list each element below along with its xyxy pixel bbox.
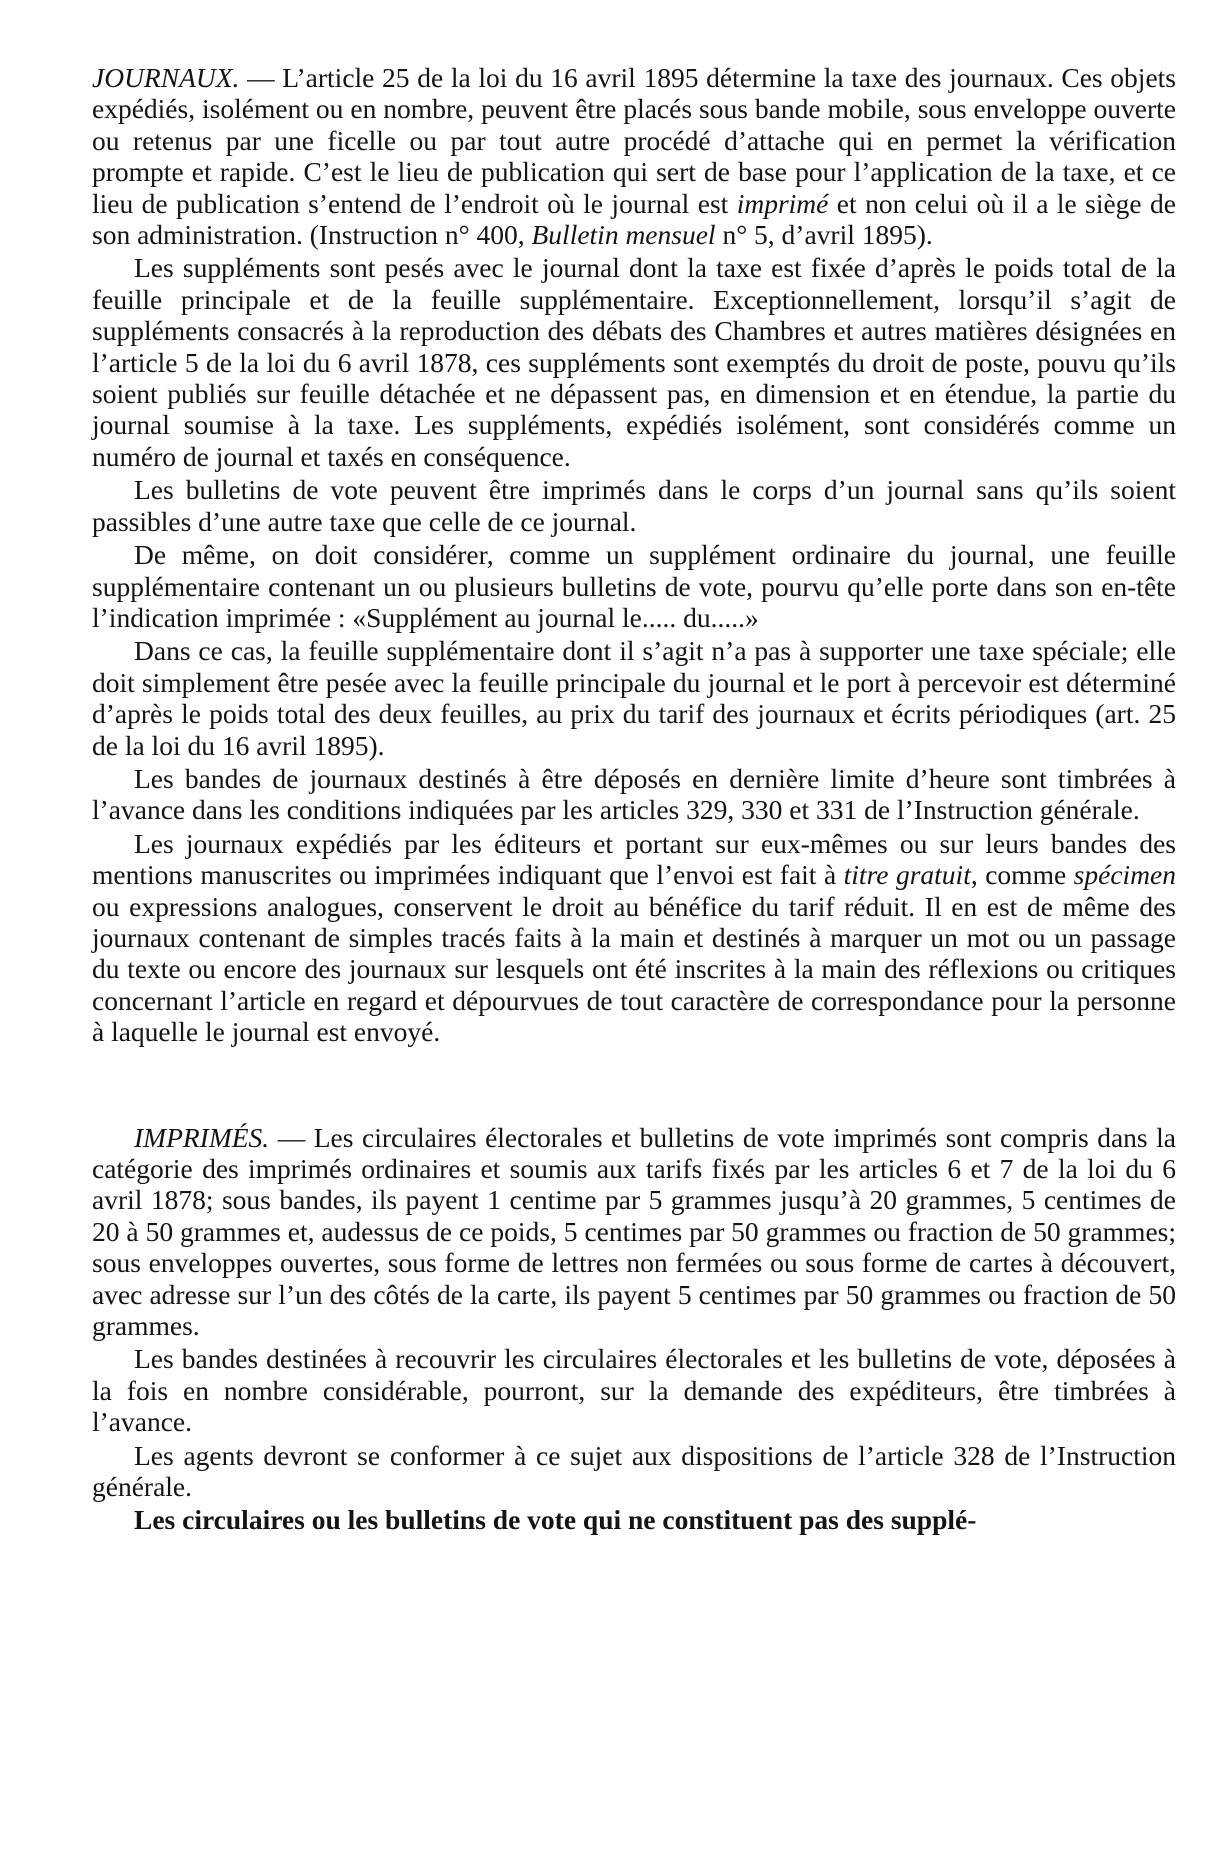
journaux-paragraph-4: De même, on doit considérer, comme un supplément ordinaire du journal, une feuille supplémentaire contenant un ou plusieurs bulletins de vote, pourvu qu’elle porte dans son en-tête l’indication imprimée : «Supplément au journal le..... du.....» [92, 539, 1176, 633]
document-page [92, 62, 1176, 1536]
journaux-p7-part-b: , comme [970, 859, 1074, 891]
imprimes-paragraph-2: Les bandes destinées à recouvrir les circulaires électorales et les bulletins de vote, déposées à la fois en nombre considérable, pourront, sur la demande des expéditeurs, être timbrées à l’avance. [92, 1343, 1176, 1438]
journaux-p1-emphasis-imprime: imprimé [736, 187, 829, 219]
journaux-p1-emphasis-bulletin: Bulletin mensuel [531, 219, 716, 251]
section-imprimes [92, 1122, 1176, 1536]
journaux-p7-emphasis-specimen: spécimen [1073, 859, 1176, 891]
imprimes-paragraph-4 [92, 1504, 1176, 1535]
imprimes-paragraph-1 [92, 1122, 1176, 1342]
imprimes-heading: IMPRIMÉS. [134, 1121, 270, 1153]
journaux-p7-part-a: Les journaux expédiés par les éditeurs et portant sur eux-mêmes ou sur leurs bandes des mentions manuscrites ou imprimées indiquant que l’envoi est fait à [92, 827, 1176, 891]
journaux-p1-middle: et non celui où il a le siège de son administration. (Instruction n° 400, [92, 187, 1176, 251]
journaux-paragraph-2: Les suppléments sont pesés avec le journal dont la taxe est fixée d’après le poids total de la feuille principale et de la feuille supplémentaire. Exceptionnellement, lorsqu’il s’agit de suppléments consacrés à la reproduction des débats des Chambres et autres matières désignées en l’article 5 de la loi du 6 avril 1878, ces suppléments sont exemptés du droit de poste, pouvu qu’ils soient publiés sur feuille détachée et ne dépassent pas, en dimension et en étendue, la partie du journal soumise à la taxe. Les suppléments, expédiés isolément, sont considérés comme un numéro de journal et taxés en conséquence. [92, 252, 1176, 472]
imprimes-paragraph-3: Les agents devront se conformer à ce sujet aux dispositions de l’article 328 de l’Instruction générale. [92, 1439, 1176, 1503]
journaux-paragraph-5: Dans ce cas, la feuille supplémentaire dont il s’agit n’a pas à supporter une taxe spéciale; elle doit simplement être pesée avec la feuille principale du journal et le port à percevoir est déterminé d’après le poids total des deux feuilles, au prix du tarif des journaux et écrits périodiques (art. 25 de la loi du 16 avril 1895). [92, 635, 1176, 761]
journaux-paragraph-7 [92, 828, 1176, 1048]
journaux-paragraph-6: Les bandes de journaux destinés à être déposés en dernière limite d’heure sont timbrées à l’avance dans les conditions indiquées par les articles 329, 330 et 331 de l’Instruction générale. [92, 762, 1176, 826]
imprimes-p1-text: — Les circulaires électorales et bulletins de vote imprimés sont compris dans la catégorie des imprimés ordinaires et soumis aux tarifs fixés par les articles 6 et 7 de la loi du 6 avril 1878; sous bandes, ils payent 1 centime par 5 grammes jusqu’à 20 grammes, 5 centimes de 20 à 50 grammes et, audessus de ce poids, 5 centimes par 50 grammes ou fraction de 50 grammes; sous enveloppes ouvertes, sous forme de lettres non fermées ou sous forme de cartes à découvert, avec adresse sur l’un des côtés de la carte, ils payent 5 centimes par 50 grammes ou fraction de 50 grammes. [92, 1121, 1176, 1342]
journaux-p7-emphasis-titre-gratuit: titre gratuit [843, 859, 971, 891]
section-journaux [92, 62, 1176, 1048]
journaux-p1-end: n° 5, d’avril 1895). [715, 219, 933, 251]
journaux-paragraph-1 [92, 62, 1176, 250]
journaux-paragraph-3: Les bulletins de vote peuvent être imprimés dans le corps d’un journal sans qu’ils soient passibles d’une autre taxe que celle de ce journal. [92, 474, 1176, 537]
imprimes-p4-text: Les circulaires ou les bulletins de vote qui ne constituent pas des supplé- [134, 1504, 977, 1536]
journaux-p7-part-c: ou expressions analogues, conservent le droit au bénéfice du tarif réduit. Il en est de même des journaux contenant de simples tracés faits à la main et destinés à marquer un mot ou un passage du texte ou encore des journaux sur lesquels ont été inscrites à la main des réflexions ou critiques concernant l’article en regard et dépourvues de tout caractère de correspondance pour la personne à laquelle le journal est envoyé. [92, 890, 1176, 1048]
journaux-heading: JOURNAUX. [92, 62, 240, 93]
journaux-p1-lead: — L’article 25 de la loi du 16 avril 1895 détermine la taxe des journaux. Ces objets expédiés, isolément ou en nombre, peuvent être placés sous bande mobile, sous enveloppe ouverte ou retenus par une ficelle ou par tout autre procédé d’attache qui en permet la vérification prompte et rapide. C’est le lieu de publication qui sert de base pour l’application de la taxe, et ce lieu de publication s’entend de l’endroit où le journal est [92, 62, 1176, 219]
